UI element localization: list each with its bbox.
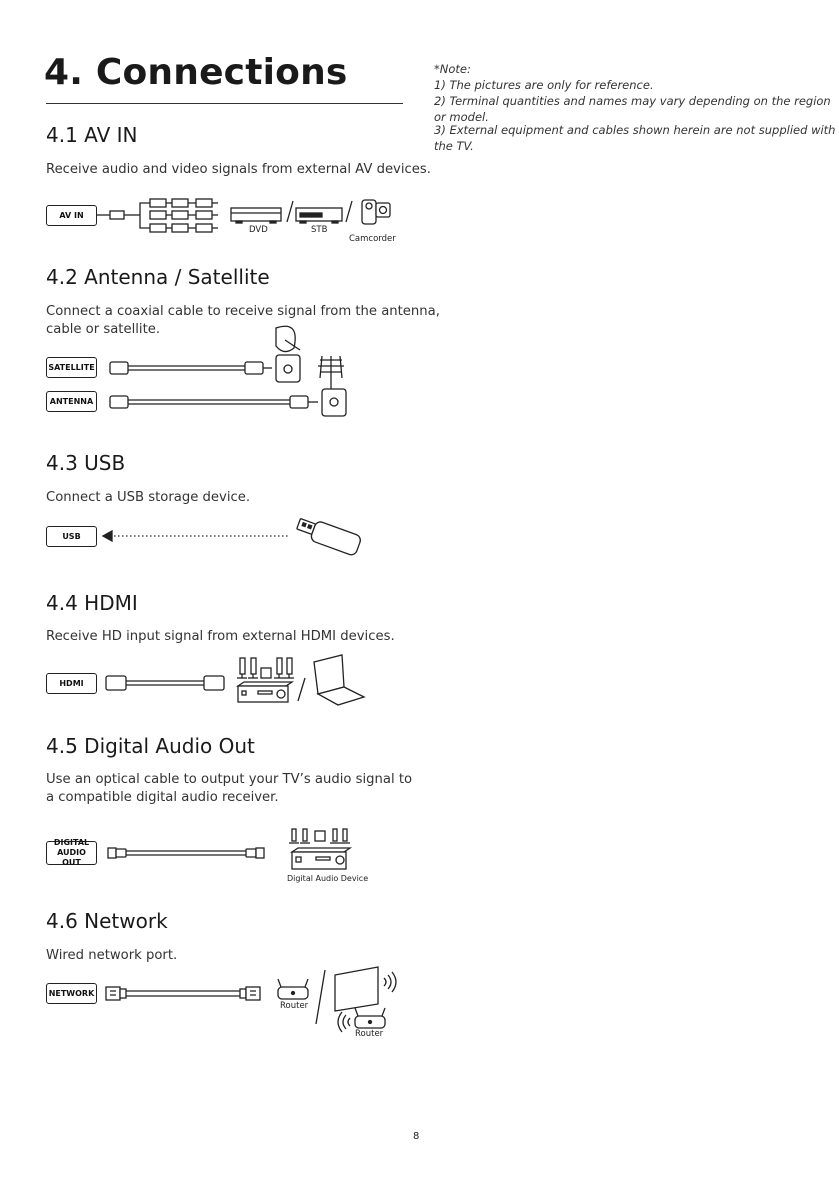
section-text-network: Wired network port. <box>46 948 178 963</box>
usb-port-label: USB <box>46 526 97 547</box>
section-heading-digital-audio: 4.5 Digital Audio Out <box>46 734 255 758</box>
satellite-port-label: SATELLITE <box>46 357 97 378</box>
device-label-router: Router <box>280 1001 309 1011</box>
section-heading-hdmi: 4.4 HDMI <box>46 591 138 615</box>
section-text-digital-audio: a compatible digital audio receiver. <box>46 790 279 805</box>
device-label-stb: STB <box>311 225 328 235</box>
page-title: 4. Connections <box>44 52 348 93</box>
device-label-camcorder: Camcorder <box>349 234 396 244</box>
note-line: or model. <box>434 110 489 124</box>
note-heading: *Note: <box>434 62 471 76</box>
section-text-usb: Connect a USB storage device. <box>46 490 251 505</box>
note-line: 2) Terminal quantities and names may vary depending on the region <box>434 94 831 108</box>
port-label-line: DIGITAL <box>53 838 90 847</box>
note-line: 3) External equipment and cables shown herein are not supplied with <box>434 123 836 137</box>
note-line: the TV. <box>434 139 474 153</box>
section-heading-antenna: 4.2 Antenna / Satellite <box>46 265 270 289</box>
device-label-router: Router <box>355 1029 384 1039</box>
section-text-antenna: cable or satellite. <box>46 322 161 337</box>
hdmi-port-label: HDMI <box>46 673 97 694</box>
section-text-antenna: Connect a coaxial cable to receive signal from the antenna, <box>46 304 440 319</box>
network-port-label: NETWORK <box>46 983 97 1004</box>
section-text-av-in: Receive audio and video signals from external AV devices. <box>46 162 431 177</box>
section-heading-usb: 4.3 USB <box>46 451 126 475</box>
note-line: 1) The pictures are only for reference. <box>434 78 654 92</box>
section-text-hdmi: Receive HD input signal from external HDMI devices. <box>46 629 395 644</box>
av-in-port-label: AV IN <box>46 205 97 226</box>
section-heading-av-in: 4.1 AV IN <box>46 123 138 147</box>
device-label-dvd: DVD <box>249 225 268 235</box>
antenna-port-label: ANTENNA <box>46 391 97 412</box>
section-heading-network: 4.6 Network <box>46 909 168 933</box>
device-label-digital-audio: Digital Audio Device <box>287 874 369 883</box>
section-text-digital-audio: Use an optical cable to output your TV’s audio signal to <box>46 772 413 787</box>
port-label-line: AUDIO OUT <box>57 848 86 867</box>
page-number: 8 <box>413 1131 420 1142</box>
